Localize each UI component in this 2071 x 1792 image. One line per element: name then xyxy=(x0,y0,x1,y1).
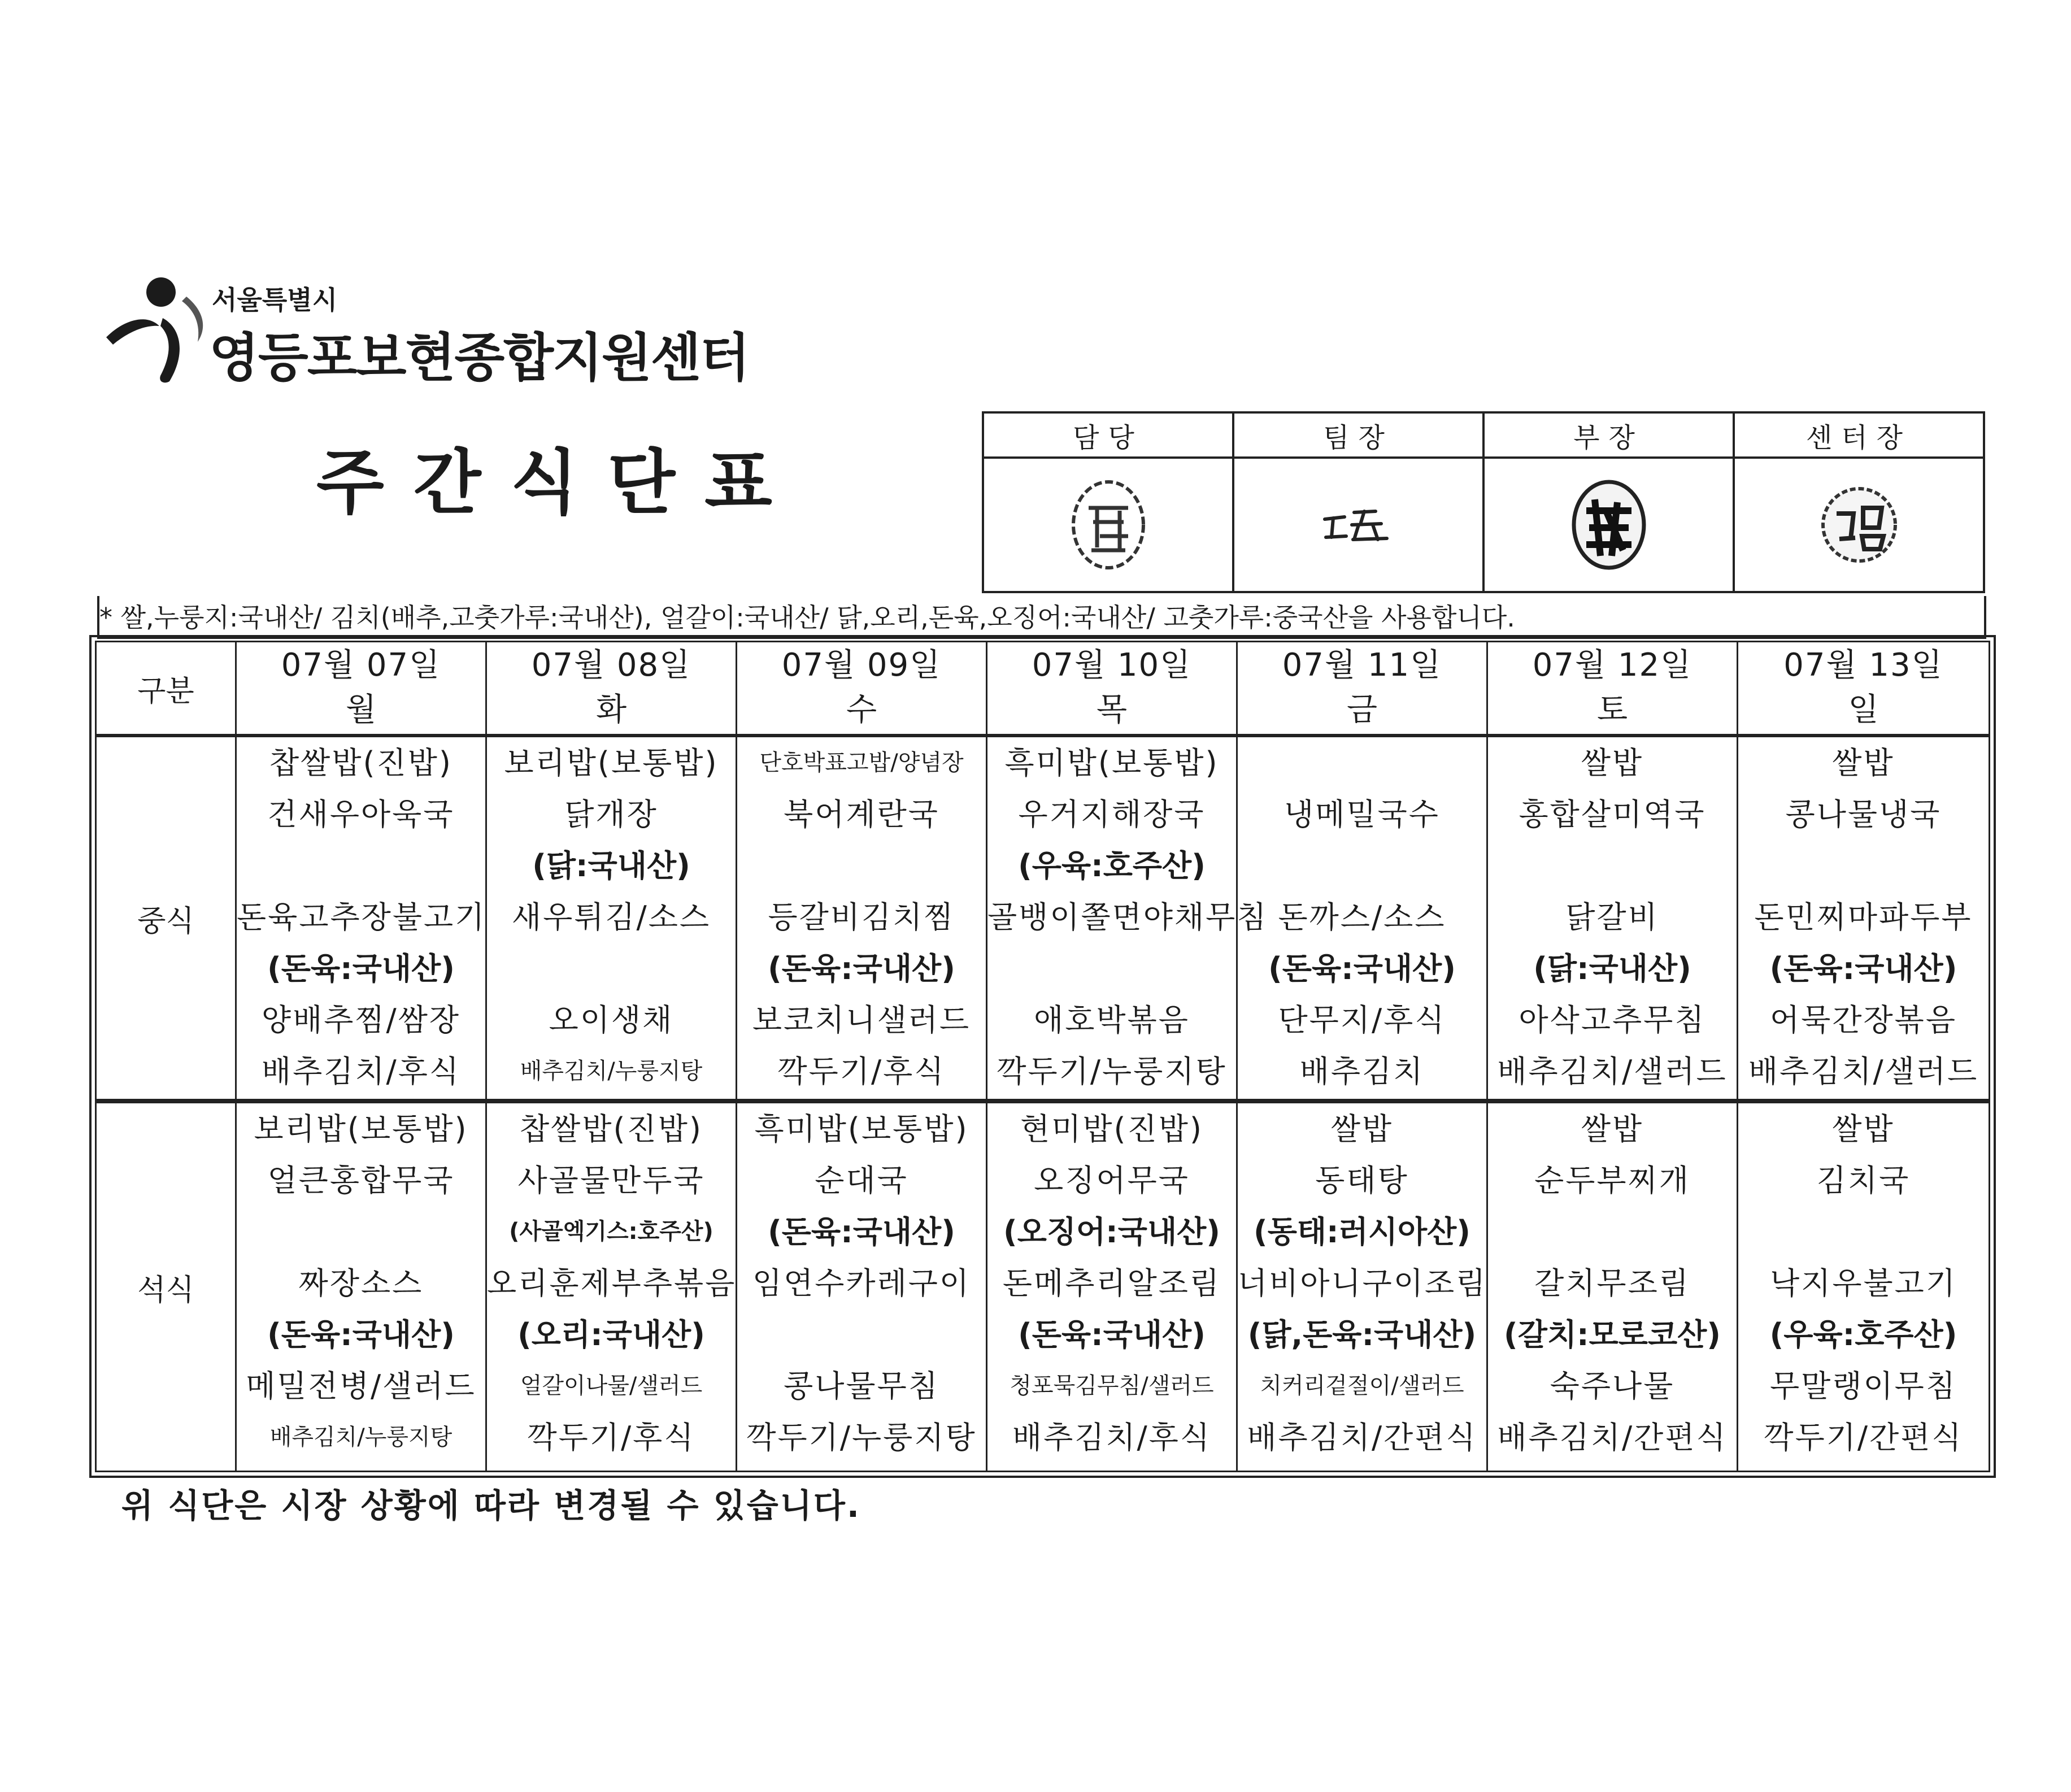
menu-item: 오징어무국 xyxy=(1034,1163,1190,1198)
day-header xyxy=(737,642,987,736)
org-name: 영등포보현종합지원센터 xyxy=(209,328,749,388)
approval-label-director: 센터장 xyxy=(1734,412,1984,458)
dinner-menu-cell xyxy=(987,1101,1237,1472)
dinner-menu-cell xyxy=(236,1101,486,1472)
signature-team-lead xyxy=(1319,502,1398,547)
menu-item: (돈육:국내산) xyxy=(1268,951,1456,986)
menu-item: 양배추찜/쌈장 xyxy=(261,1002,461,1038)
menu-item xyxy=(487,943,736,994)
day-of-week: 목 xyxy=(1096,691,1128,728)
page-title: 주간식단표 xyxy=(316,442,802,524)
approval-label-manager: 부장 xyxy=(1483,412,1734,458)
menu-item: 보리밥(보통밥) xyxy=(254,1111,468,1147)
menu-item: (동태:러시아산) xyxy=(1254,1214,1470,1250)
menu-item: (돈육:국내산) xyxy=(267,951,455,986)
menu-item: 쌀밥 xyxy=(1330,1111,1394,1147)
menu-item: 흑미밥(보통밥) xyxy=(754,1111,969,1147)
menu-item: 등갈비김치찜 xyxy=(768,899,955,935)
menu-item: 김치국 xyxy=(1816,1163,1911,1198)
menu-item: 갈치무조림 xyxy=(1534,1265,1690,1301)
menu-item: 쌀밥 xyxy=(1832,745,1895,781)
lunch-menu-cell xyxy=(1738,736,1990,1101)
menu-item: (갈치:모로코산) xyxy=(1504,1317,1721,1352)
lunch-row xyxy=(96,736,1990,1101)
lunch-menu-cell xyxy=(737,736,987,1101)
day-header xyxy=(987,642,1237,736)
menu-item: 새우튀김/소스 xyxy=(511,899,711,935)
menu-item: 닭개장 xyxy=(564,797,658,832)
day-date: 07월 08일 xyxy=(531,647,691,684)
menu-item: 깍두기/누룽지탕 xyxy=(746,1420,977,1455)
day-date: 07월 13일 xyxy=(1783,647,1943,684)
menu-item: 동태탕 xyxy=(1315,1163,1409,1198)
menu-item: 배추김치/후식 xyxy=(1012,1420,1212,1455)
approval-seal-cell-staff xyxy=(983,458,1233,592)
menu-item: 배추김치/샐러드 xyxy=(1748,1054,1979,1089)
lunch-menu-cell xyxy=(987,736,1268,1101)
center-logo xyxy=(102,274,220,387)
menu-item: 배추김치/간편식 xyxy=(1497,1420,1728,1455)
menu-item: 얼큰홍합무국 xyxy=(267,1163,455,1198)
menu-item: (돈육:국내산) xyxy=(267,1317,455,1352)
menu-item: 사골물만두국 xyxy=(517,1163,705,1198)
menu-item: 무말랭이무침 xyxy=(1770,1368,1957,1404)
day-of-week: 월 xyxy=(345,691,377,728)
menu-item: 돈메추리알조림 xyxy=(1002,1265,1221,1301)
logo-body xyxy=(160,318,180,382)
day-of-week: 화 xyxy=(595,691,627,728)
menu-item xyxy=(1738,840,1989,891)
menu-item: 돈민찌마파두부 xyxy=(1754,899,1973,935)
menu-item: 얼갈이나물/샐러드 xyxy=(520,1373,703,1399)
menu-item: 단무지/후식 xyxy=(1278,1002,1446,1038)
approval-label-staff: 담당 xyxy=(983,412,1233,458)
day-header xyxy=(1487,642,1738,736)
logo-right-arm xyxy=(182,297,203,342)
seal-stamp-staff xyxy=(1066,477,1151,573)
day-of-week: 금 xyxy=(1346,691,1378,728)
menu-item: 건새우아욱국 xyxy=(267,797,455,832)
menu-item: (돈육:국내산) xyxy=(768,951,955,986)
approval-seal-cell-team-lead xyxy=(1233,458,1483,592)
menu-item: 돈육고추장불고기 xyxy=(237,899,486,935)
menu-item: (돈육:국내산) xyxy=(1018,1317,1206,1352)
lunch-menu-cell xyxy=(1487,736,1738,1101)
menu-item: 어묵간장볶음 xyxy=(1770,1002,1957,1038)
menu-item: (돈육:국내산) xyxy=(768,1214,955,1250)
approval-seal-cell-director xyxy=(1734,458,1984,592)
day-of-week: 수 xyxy=(846,691,877,728)
menu-item: 쌀밥 xyxy=(1581,745,1644,781)
menu-item: 골뱅이쫄면야채무침 xyxy=(987,899,1268,935)
menu-item: 오이생채 xyxy=(549,1002,674,1038)
weekly-menu-table xyxy=(95,641,1990,1472)
menu-item: 너비아니구이조림 xyxy=(1238,1265,1487,1301)
day-header xyxy=(486,642,737,736)
dinner-label: 석식 xyxy=(96,1101,236,1472)
menu-item: 현미밥(진밥) xyxy=(1020,1111,1203,1147)
dinner-menu-cell xyxy=(1487,1101,1738,1472)
menu-item: 깍두기/후식 xyxy=(777,1054,946,1089)
ingredient-origin-notice: * 쌀,누룽지:국내산/ 김치(배추,고춧가루:국내산), 얼갈이:국내산/ 닭,오리,돈육,오징어:국내산/ 고춧가루:중국산을 사용합니다. xyxy=(97,596,1986,639)
day-date: 07월 11일 xyxy=(1282,647,1442,684)
seal-stamp-manager xyxy=(1567,477,1651,573)
menu-item: 콩나물냉국 xyxy=(1785,797,1942,832)
menu-item xyxy=(1488,840,1737,891)
menu-item: (사골엑기스:호주산) xyxy=(509,1219,713,1245)
menu-item: 낙지우불고기 xyxy=(1770,1265,1957,1301)
menu-item: 오리훈제부추볶음 xyxy=(487,1265,737,1301)
menu-item: 냉메밀국수 xyxy=(1284,797,1440,832)
menu-item: (우육:호주산) xyxy=(1769,1317,1957,1352)
menu-item: 북어계란국 xyxy=(784,797,939,832)
menu-item: 순두부찌개 xyxy=(1534,1163,1690,1198)
menu-item: (닭:국내산) xyxy=(1533,951,1691,986)
dinner-menu-cell xyxy=(1738,1101,1990,1472)
menu-item xyxy=(1488,1206,1737,1258)
menu-item xyxy=(987,943,1236,994)
approval-table xyxy=(982,411,1985,593)
day-of-week: 토 xyxy=(1596,691,1628,728)
menu-item: 우거지해장국 xyxy=(1018,797,1206,832)
seal-stamp-director xyxy=(1817,482,1902,567)
menu-item: (닭:국내산) xyxy=(532,848,690,884)
menu-item: 홍합살미역국 xyxy=(1519,797,1706,832)
menu-item: 청포묵김무침/샐러드 xyxy=(1010,1373,1214,1399)
menu-item: 닭갈비 xyxy=(1565,899,1659,935)
menu-item: 보리밥(보통밥) xyxy=(504,745,719,781)
menu-item: 숙주나물 xyxy=(1550,1368,1675,1404)
lunch-menu-cell xyxy=(486,736,737,1101)
menu-item xyxy=(1238,840,1486,891)
menu-item: (오징어:국내산) xyxy=(1003,1214,1220,1250)
menu-item: 짜장소스 xyxy=(298,1265,424,1301)
day-header xyxy=(1237,642,1487,736)
menu-item: 임연수카레구이 xyxy=(752,1265,971,1301)
day-of-week: 일 xyxy=(1848,691,1879,728)
menu-item: 배추김치/누룽지탕 xyxy=(520,1058,703,1084)
day-header xyxy=(236,642,486,736)
day-date: 07월 12일 xyxy=(1532,647,1693,684)
logo-left-arm xyxy=(106,319,159,345)
menu-item: (닭,돈육:국내산) xyxy=(1247,1317,1477,1352)
menu-item xyxy=(737,840,986,891)
menu-item: 돈까스/소스 xyxy=(1278,899,1446,935)
menu-item: (돈육:국내산) xyxy=(1769,951,1957,986)
day-header xyxy=(1738,642,1990,736)
day-date: 07월 09일 xyxy=(781,647,942,684)
lunch-menu-cell xyxy=(236,736,486,1101)
menu-item xyxy=(1738,1206,1989,1258)
menu-item: 찹쌀밥(진밥) xyxy=(269,745,453,781)
menu-item: 애호박볶음 xyxy=(1034,1002,1190,1038)
category-header: 구분 xyxy=(96,642,236,736)
menu-item: 깍두기/누룽지탕 xyxy=(997,1054,1227,1089)
approval-seal-cell-manager xyxy=(1483,458,1734,592)
menu-item: 순대국 xyxy=(815,1163,908,1198)
menu-item: 배추김치/간편식 xyxy=(1247,1420,1477,1455)
menu-item: (오리:국내산) xyxy=(517,1317,705,1352)
approval-label-team-lead: 팀장 xyxy=(1233,412,1483,458)
menu-item: 배추김치/샐러드 xyxy=(1497,1054,1728,1089)
menu-item: 쌀밥 xyxy=(1832,1111,1895,1147)
menu-item: 단호박표고밥/양념장 xyxy=(759,750,964,776)
menu-item: 깍두기/후식 xyxy=(527,1420,695,1455)
menu-item: 깍두기/간편식 xyxy=(1764,1420,1963,1455)
menu-item xyxy=(737,1309,986,1360)
menu-item: 배추김치/누룽지탕 xyxy=(269,1424,453,1450)
menu-item: 찹쌀밥(진밥) xyxy=(520,1111,703,1147)
menu-item: 배추김치/후식 xyxy=(261,1054,461,1089)
dinner-menu-cell xyxy=(486,1101,737,1472)
menu-item xyxy=(237,840,485,891)
menu-item: (우육:호주산) xyxy=(1018,848,1206,884)
menu-item: 보코치니샐러드 xyxy=(752,1002,971,1038)
menu-item: 치커리겉절이/샐러드 xyxy=(1260,1373,1464,1399)
menu-item: 메밀전병/샐러드 xyxy=(246,1368,476,1404)
lunch-label: 중식 xyxy=(96,736,236,1101)
menu-item: 아삭고추무침 xyxy=(1519,1002,1706,1038)
menu-header-row xyxy=(96,642,1990,736)
day-date: 07월 07일 xyxy=(281,647,441,684)
menu-item: 콩나물무침 xyxy=(784,1368,939,1404)
day-date: 07월 10일 xyxy=(1032,647,1192,684)
menu-change-disclaimer: 위 식단은 시장 상황에 따라 변경될 수 있습니다. xyxy=(121,1486,861,1525)
menu-item xyxy=(237,1206,485,1258)
dinner-row xyxy=(96,1101,1990,1472)
menu-item xyxy=(1238,737,1486,789)
logo-head xyxy=(146,277,176,307)
dinner-menu-cell xyxy=(1237,1101,1487,1472)
menu-item: 흑미밥(보통밥) xyxy=(1004,745,1219,781)
menu-item: 쌀밥 xyxy=(1581,1111,1644,1147)
org-city: 서울특별시 xyxy=(212,285,338,315)
menu-item: 배추김치 xyxy=(1299,1054,1425,1089)
lunch-menu-cell xyxy=(1237,736,1487,1101)
dinner-menu-cell xyxy=(737,1101,987,1472)
